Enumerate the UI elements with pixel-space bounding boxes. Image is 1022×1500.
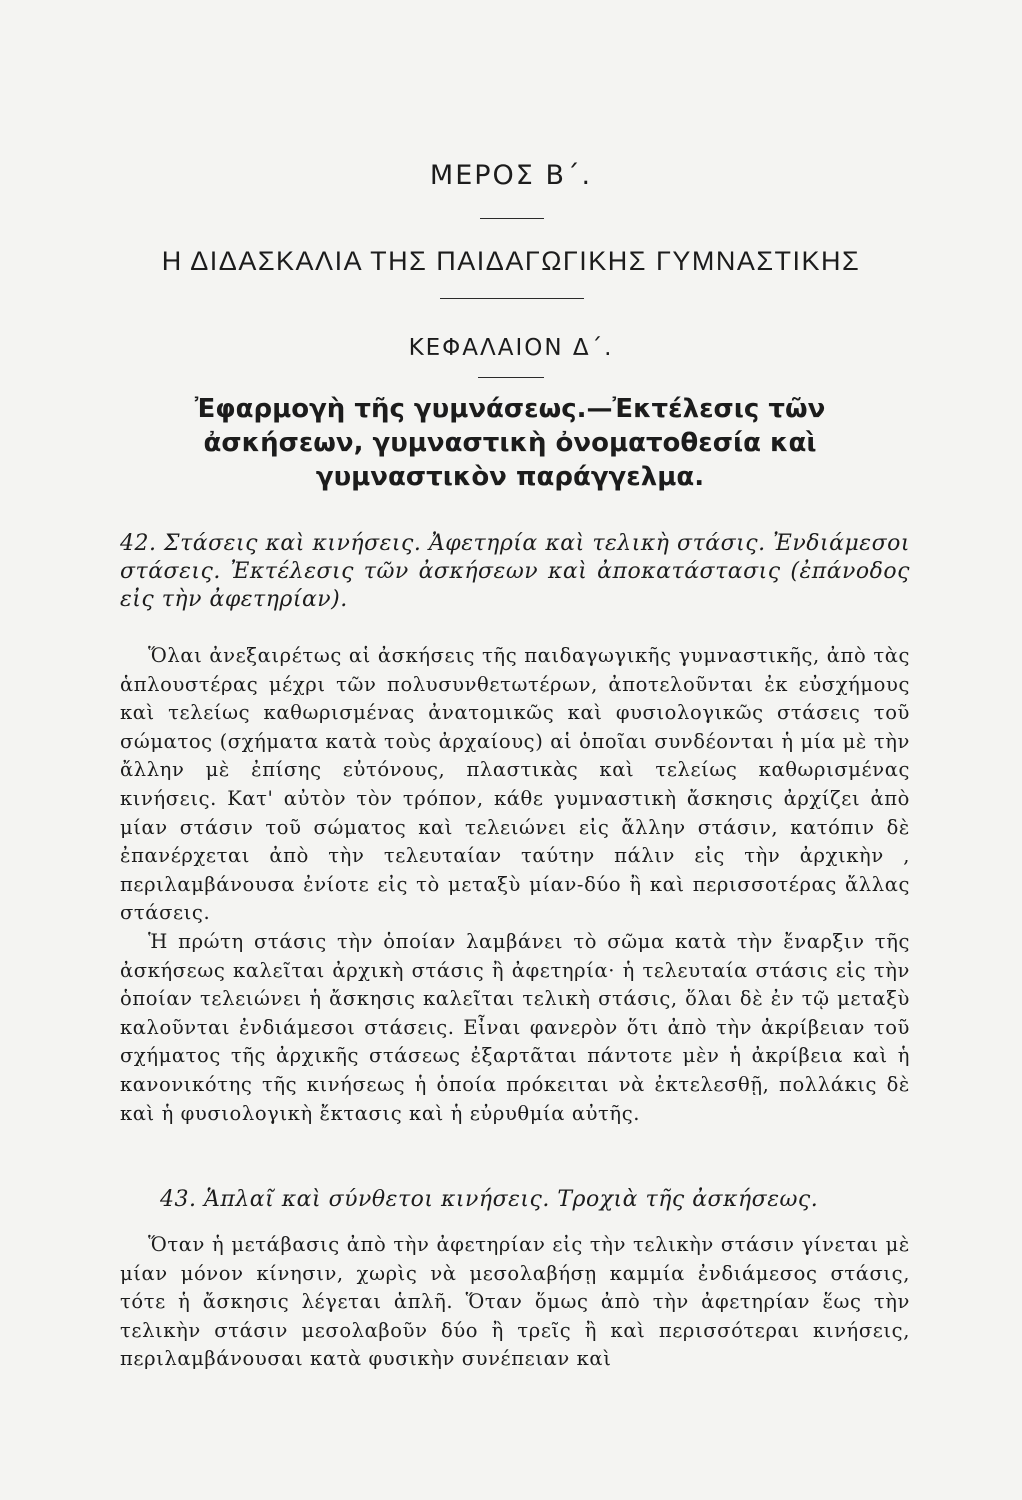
divider-rule [480,218,544,219]
paragraph-43-heading: 43. Ἁπλαῖ καὶ σύνθετοι κινήσεις. Τροχιὰ τῆς ἀσκήσεως. [160,1187,819,1212]
section-title: Η ΔΙΔΑΣΚΑΛΙΑ ΤΗΣ ΠΑΙΔΑΓΩΓΙΚΗΣ ΓΥΜΝΑΣΤΙΚΗΣ [161,246,861,276]
paragraph-42-heading: 42. Στάσεις καὶ κινήσεις. Ἀφετηρία καὶ τελικὴ στάσις. Ἐνδιάμεσοι στάσεις. Ἐκτέλεσις τῶν ἀσκήσεων καὶ ἀποκατάστασις (ἐπάνοδος εἰς τὴν ἀφετηρίαν). [120,531,910,612]
paragraph-42-body-2: Ἡ πρώτη στάσις τὴν ὁποίαν λαμβάνει τὸ σῶμα κατὰ τὴν ἔναρξιν τῆς ἀσκήσεως καλεῖται ἀρχικὴ στάσις ἢ ἀφετηρία· ἡ τελευταία στάσις εἰς τὴν ὁποίαν τελειώνει ἡ ἄσκησις καλεῖται τελικὴ στάσις, ὅλαι δὲ ἐν τῷ μεταξὺ καλοῦνται ἐνδιάμεσοι στάσεις. Εἶναι φανερὸν ὅτι ἀπὸ τὴν ἀκρίβειαν τοῦ σχήματος τῆς ἀρχικῆς στάσεως ἐξαρτᾶται πάντοτε μὲν ἡ ἀκρίβεια καὶ ἡ κανονικότης τῆς κινήσεως ἡ ὁποία πρόκειται νὰ ἐκτελεσθῇ, πολλάκις δὲ καὶ ἡ φυσιολογικὴ ἔκτασις καὶ ἡ εὐρυθμία αὐτῆς. [120,930,910,1125]
part-title: ΜΕΡΟΣ Β΄. [429,160,593,191]
chapter-title: ΚΕΦΑΛΑΙΟΝ Δ΄. [408,335,614,361]
divider-rule [478,377,544,378]
paragraph-42-body-1: Ὅλαι ἀνεξαιρέτως αἱ ἀσκήσεις τῆς παιδαγωγικῆς γυμναστικῆς, ἀπὸ τὰς ἁπλουστέρας μέχρι τῶν πολυσυνθετωτέρων, ἀποτελοῦνται ἐκ εὐσχήμους καὶ τελείως καθωρισμένας ἀνατομικῶς καὶ φυσιολογικῶς στάσεις τοῦ σώματος (σχήματα κατὰ τοὺς ἀρχαίους) αἱ ὁποῖαι συνδέονται ἡ μία μὲ τὴν ἄλλην μὲ ἐπίσης εὐτόνους, πλαστικὰς καὶ τελείως καθωρισμένας κινήσεις. Κατ' αὐτὸν τὸν τρόπον, κάθε γυμναστικὴ ἄσκησις ἀρχίζει ἀπὸ μίαν στάσιν τοῦ σώματος καὶ τελειώνει εἰς ἄλλην στάσιν, κατόπιν δὲ ἐπανέρχεται ἀπὸ τὴν τελευταίαν ταύτην πάλιν εἰς τὴν ἀρχικὴν , περιλαμβάνουσα ἐνίοτε εἰς τὸ μεταξὺ μίαν-δύο ἢ καὶ περισσοτέρας ἄλλας στάσεις. [120,644,910,925]
divider-rule [440,298,584,299]
paragraph-43-body: Ὅταν ἡ μετάβασις ἀπὸ τὴν ἀφετηρίαν εἰς τὴν τελικὴν στάσιν γίνεται μὲ μίαν μόνον κίνησιν, χωρὶς νὰ μεσολαβήσῃ καμμία ἐνδιάμεσος στάσις, τότε ἡ ἄσκησις λέγεται ἁπλῆ. Ὅταν ὅμως ἀπὸ τὴν ἀφετηρίαν ἕως τὴν τελικὴν στάσιν μεσολαβοῦν δύο ἢ τρεῖς ἢ καὶ περισσότεραι κινήσεις, περιλαμβάνουσαι κατὰ φυσικὴν συνέπειαν καὶ [120,1233,910,1371]
chapter-heading: Ἐφαρμογὴ τῆς γυμνάσεως.—Ἐκτέλεσις τῶν ἀσκήσεων, γυμναστικὴ ὀνοματοθεσία καὶ γυμναστικὸν παράγγελμα. [194,394,826,492]
